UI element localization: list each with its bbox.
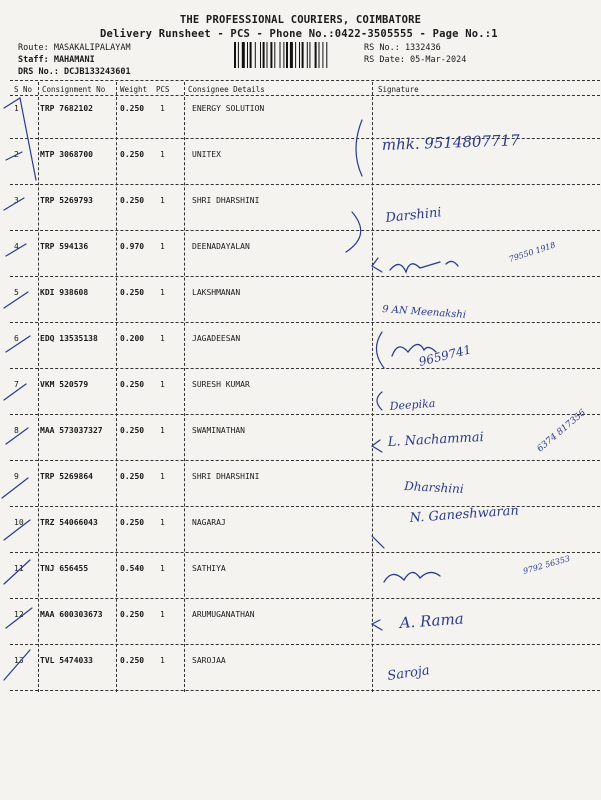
row-rule (10, 276, 600, 277)
header-signature: Signature (378, 85, 419, 94)
signature-10: N. Ganeshwaran (409, 503, 520, 526)
row-weight: 0.200 (120, 334, 145, 343)
row-sno: 4 (14, 242, 19, 251)
row-pcs: 1 (160, 656, 165, 665)
row-pcs: 1 (160, 380, 165, 389)
runsheet-title: Delivery Runsheet - PCS - Phone No.:0422-3505555 - Page No.:1 (100, 28, 498, 40)
row-consignee: NAGARAJ (192, 518, 226, 527)
row-pcs: 1 (160, 196, 165, 205)
staff-text: Staff: MAHAMANI (18, 55, 95, 65)
barcode-bar (315, 42, 317, 68)
row-weight: 0.540 (120, 564, 145, 573)
column-divider (372, 82, 373, 692)
row-weight: 0.250 (120, 380, 145, 389)
barcode-bar (283, 42, 284, 68)
row-consignee: SWAMINATHAN (192, 426, 245, 435)
row-pcs: 1 (160, 288, 165, 297)
signature-scribble-6 (392, 344, 436, 356)
row-rule (10, 552, 600, 553)
row-pcs: 1 (160, 334, 165, 343)
barcode-bar (255, 42, 256, 68)
barcode-bar (309, 42, 310, 68)
row-weight: 0.250 (120, 104, 145, 113)
row-pcs: 1 (160, 104, 165, 113)
row-consignment-no: VKM 520579 (40, 380, 89, 389)
row-consignee: DEENADAYALAN (192, 242, 250, 251)
row-consignment-no: TRP 594136 (40, 242, 89, 251)
column-divider (184, 82, 185, 692)
row-pcs: 1 (160, 426, 165, 435)
row-sno: 1 (14, 104, 19, 113)
row-consignee: SATHIYA (192, 564, 226, 573)
barcode-bar (290, 42, 293, 68)
row-rule (10, 184, 600, 185)
barcode-bar (247, 42, 248, 68)
row-consignment-no: TRP 5269864 (40, 472, 93, 481)
signature-1: mhk. 9514807717 (381, 131, 521, 154)
signature-scribble-4 (390, 261, 458, 272)
bracket-stroke (372, 440, 382, 452)
signature-9: Dharshini (403, 479, 465, 497)
row-consignment-no: TNJ 656455 (40, 564, 89, 573)
signature-5: 9 AN Meenakshi (381, 304, 467, 321)
row-weight: 0.250 (120, 472, 145, 481)
meta-right (364, 42, 466, 66)
note-4: 79550 1918 (507, 240, 557, 264)
signature-3: Darshini (384, 205, 443, 226)
bracket-stroke (346, 212, 361, 252)
barcode-bar (286, 42, 288, 68)
row-consignment-no: TRP 5269793 (40, 196, 93, 205)
barcode-bar (326, 42, 327, 68)
row-consignment-no: MAA 573037327 (40, 426, 103, 435)
row-weight: 0.250 (120, 610, 145, 619)
row-rule (10, 322, 600, 323)
row-consignee: SHRI DHARSHINI (192, 196, 260, 205)
rs-date-text: RS Date: 05-Mar-2024 (364, 55, 467, 65)
row-rule (10, 138, 600, 139)
signature-6: 9659741 (417, 342, 473, 369)
row-sno: 12 (14, 610, 24, 619)
row-pcs: 1 (160, 564, 165, 573)
bracket-stroke (356, 120, 362, 176)
check-mark (4, 98, 36, 180)
row-consignment-no: MTP 3068700 (40, 150, 93, 159)
row-consignee: SURESH KUMAR (192, 380, 250, 389)
header-pcs: PCS (156, 85, 170, 94)
company-title: THE PROFESSIONAL COURIERS, COIMBATORE (179, 14, 422, 26)
row-pcs: 1 (160, 150, 165, 159)
row-sno: 3 (14, 196, 19, 205)
row-rule (10, 506, 600, 507)
row-rule (10, 414, 600, 415)
row-consignee: SHRI DHARSHINI (192, 472, 260, 481)
row-consignment-no: TRP 7682102 (40, 104, 93, 113)
signature-7: Deepika (389, 396, 436, 413)
column-divider (116, 82, 117, 692)
row-rule (10, 598, 600, 599)
header-weight: Weight (120, 85, 148, 94)
barcode-bar (302, 42, 304, 68)
note-11: 9792 56353 (522, 553, 572, 576)
header-consignee: Consignee Details (188, 85, 265, 94)
row-consignment-no: TRZ 54066043 (40, 518, 98, 527)
row-rule (10, 230, 600, 231)
row-pcs: 1 (160, 472, 165, 481)
rs-no-text: RS No.: 1332436 (364, 43, 441, 53)
row-weight: 0.250 (120, 196, 145, 205)
row-sno: 9 (14, 472, 19, 481)
row-weight: 0.250 (120, 288, 145, 297)
check-mark (4, 650, 30, 680)
row-sno: 10 (14, 518, 24, 527)
barcode-bar (270, 42, 272, 68)
barcode-bar (274, 42, 275, 68)
row-consignment-no: KDI 938608 (40, 288, 89, 297)
row-consignee: JAGADEESAN (192, 334, 241, 343)
meta-left (18, 42, 131, 78)
signature-scribble-11 (384, 572, 440, 582)
row-consignee: LAKSHMANAN (192, 288, 241, 297)
row-rule (10, 460, 600, 461)
bracket-stroke (372, 258, 382, 272)
row-consignee: UNITEX (192, 150, 221, 159)
check-mark (2, 478, 28, 498)
barcode-bar (238, 42, 239, 68)
bracket-stroke (377, 392, 382, 410)
row-consignment-no: MAA 600303673 (40, 610, 103, 619)
route-text: Route: MASAKALIPALAYAM (18, 43, 131, 53)
row-pcs: 1 (160, 610, 165, 619)
row-sno: 7 (14, 380, 19, 389)
row-consignee: ARUMUGANATHAN (192, 610, 255, 619)
signature-13: Saroja (386, 663, 431, 684)
barcode-bar (299, 42, 300, 68)
barcode-bar (319, 42, 320, 68)
row-sno: 11 (14, 564, 24, 573)
barcode-bar (307, 42, 308, 68)
row-consignment-no: TVL 5474033 (40, 656, 93, 665)
signature-8: L. Nachammai (387, 429, 485, 450)
barcode-bar (263, 42, 265, 68)
barcode-bar (250, 42, 252, 68)
barcode-bar (267, 42, 268, 68)
barcode-bar (260, 42, 261, 68)
row-rule (10, 644, 600, 645)
bracket-stroke (372, 536, 384, 548)
row-sno: 6 (14, 334, 19, 343)
row-sno: 5 (14, 288, 19, 297)
row-weight: 0.250 (120, 150, 145, 159)
barcode-bar (280, 42, 281, 68)
barcode-bar (322, 42, 323, 68)
row-rule (10, 690, 600, 691)
row-sno: 13 (14, 656, 24, 665)
drs-text: DRS No.: DCJB133243601 (18, 67, 131, 77)
row-sno: 2 (14, 150, 19, 159)
bracket-stroke (376, 332, 384, 368)
table-top-rule (10, 80, 600, 81)
barcode-bar (242, 42, 245, 68)
row-pcs: 1 (160, 242, 165, 251)
barcode (234, 42, 356, 68)
row-pcs: 1 (160, 518, 165, 527)
note-8: 6374 817356 (535, 407, 588, 455)
row-weight: 0.250 (120, 426, 145, 435)
signature-12: A. Rama (399, 609, 465, 632)
bracket-stroke (372, 620, 382, 630)
row-weight: 0.970 (120, 242, 145, 251)
row-consignee: SAROJAA (192, 656, 226, 665)
header-consignment: Consignment No (42, 85, 106, 94)
row-weight: 0.250 (120, 656, 145, 665)
header-sno: S No (14, 85, 33, 94)
barcode-bar (295, 42, 296, 68)
row-rule (10, 368, 600, 369)
column-divider (38, 82, 39, 692)
row-sno: 8 (14, 426, 19, 435)
row-weight: 0.250 (120, 518, 145, 527)
barcode-bar (234, 42, 236, 68)
row-consignee: ENERGY SOLUTION (192, 104, 265, 113)
row-consignment-no: EDQ 13535138 (40, 334, 98, 343)
header-bottom-rule (10, 95, 600, 96)
